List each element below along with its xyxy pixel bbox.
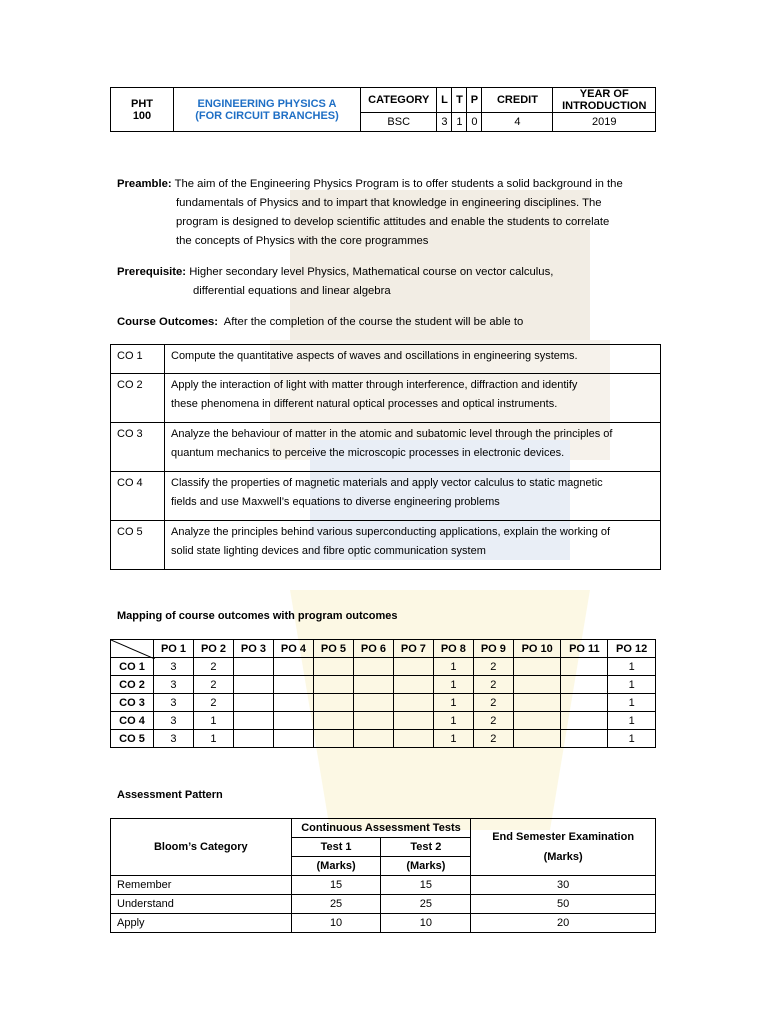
co-row: [111, 345, 661, 374]
t-value: 1: [452, 113, 467, 132]
po-header: PO 8: [433, 640, 473, 658]
co-text: Analyze the behaviour of matter in the atomic and subatomic level through the principles of quantum mechanics to perceive the microscopic processes in electronic devices.: [165, 423, 661, 472]
mapping-cell: 1: [608, 730, 656, 748]
mapping-cell: 3: [154, 694, 194, 712]
mapping-cell: [313, 730, 353, 748]
mapping-cell: [561, 694, 608, 712]
prerequisite-line-1: Higher secondary level Physics, Mathematical course on vector calculus,: [189, 266, 554, 278]
mapping-co-label: CO 2: [111, 676, 154, 694]
assessment-row: [111, 895, 656, 914]
preamble-label: Preamble:: [117, 178, 172, 190]
mapping-cell: [313, 712, 353, 730]
mapping-cell: [353, 712, 393, 730]
test2-marks: 15: [381, 876, 471, 895]
po-header: PO 4: [273, 640, 313, 658]
mapping-cell: [273, 658, 313, 676]
mapping-cell: 1: [433, 694, 473, 712]
p-header: P: [467, 88, 482, 113]
po-header: PO 3: [233, 640, 273, 658]
mapping-cell: 1: [433, 658, 473, 676]
co-id: CO 1: [111, 345, 165, 374]
mapping-cell: 2: [193, 676, 233, 694]
mapping-cell: [273, 694, 313, 712]
mapping-cell: 1: [608, 658, 656, 676]
assessment-row: [111, 914, 656, 933]
mapping-cell: [353, 694, 393, 712]
mapping-cell: 3: [154, 658, 194, 676]
category-value: BSC: [361, 113, 437, 132]
ese-header: End Semester Examination (Marks): [471, 819, 656, 876]
assessment-title: Assessment Pattern: [117, 789, 223, 801]
po-header: PO 1: [154, 640, 194, 658]
credit-header: CREDIT: [482, 88, 553, 113]
co-text: Apply the interaction of light with matter through interference, diffraction and identify these phenomena in different natural optical processes and optical instruments.: [165, 374, 661, 423]
mapping-cell: [561, 658, 608, 676]
co-id: CO 4: [111, 472, 165, 521]
mapping-cell: [393, 730, 433, 748]
mapping-cell: [233, 676, 273, 694]
ese-marks: 20: [471, 914, 656, 933]
preamble-line-1: The aim of the Engineering Physics Program is to offer students a solid background in the: [174, 178, 623, 190]
mapping-cell: [513, 658, 561, 676]
year-value: 2019: [553, 113, 656, 132]
preamble-section: [117, 175, 657, 251]
test2-unit: (Marks): [381, 857, 471, 876]
mapping-row: [111, 676, 656, 694]
l-header: L: [437, 88, 452, 113]
po-header: PO 10: [513, 640, 561, 658]
co-text: Analyze the principles behind various superconducting applications, explain the working of solid state lighting devices and fibre optic communication system: [165, 521, 661, 570]
mapping-cell: 1: [433, 730, 473, 748]
po-header: PO 9: [473, 640, 513, 658]
mapping-cell: [233, 694, 273, 712]
test2-marks: 25: [381, 895, 471, 914]
test2-marks: 10: [381, 914, 471, 933]
mapping-cell: [561, 712, 608, 730]
course-outcomes-intro: [117, 313, 657, 332]
co-row: [111, 423, 661, 472]
mapping-cell: [393, 712, 433, 730]
p-value: 0: [467, 113, 482, 132]
mapping-cell: [513, 712, 561, 730]
mapping-cell: [313, 694, 353, 712]
t-header: T: [452, 88, 467, 113]
mapping-cell: 1: [608, 712, 656, 730]
mapping-cell: 3: [154, 730, 194, 748]
course-code: PHT 100: [111, 88, 174, 132]
mapping-cell: 2: [473, 730, 513, 748]
test1-marks: 10: [291, 914, 381, 933]
mapping-cell: [393, 676, 433, 694]
mapping-cell: [233, 712, 273, 730]
mapping-cell: 2: [473, 676, 513, 694]
mapping-cell: 1: [193, 712, 233, 730]
mapping-co-label: CO 1: [111, 658, 154, 676]
bloom-category: Remember: [111, 876, 292, 895]
course-outcomes-label: Course Outcomes:: [117, 316, 219, 328]
mapping-cell: [353, 676, 393, 694]
co-row: [111, 521, 661, 570]
course-header-table: [110, 87, 656, 132]
mapping-cell: 1: [193, 730, 233, 748]
mapping-co-label: CO 3: [111, 694, 154, 712]
mapping-co-label: CO 4: [111, 712, 154, 730]
mapping-row: [111, 658, 656, 676]
mapping-cell: [513, 676, 561, 694]
preamble-line-3: program is designed to develop scientific attitudes and enable the students to correlate: [176, 216, 610, 228]
co-id: CO 5: [111, 521, 165, 570]
mapping-cell: 1: [608, 676, 656, 694]
mapping-cell: [233, 658, 273, 676]
mapping-cell: 1: [608, 694, 656, 712]
mapping-cell: [273, 676, 313, 694]
prerequisite-section: [117, 263, 657, 301]
mapping-cell: [393, 694, 433, 712]
mapping-cell: 3: [154, 676, 194, 694]
diagonal-line-icon: [111, 640, 155, 659]
mapping-cell: 3: [154, 712, 194, 730]
co-row: [111, 374, 661, 423]
course-title: ENGINEERING PHYSICS A (FOR CIRCUIT BRANCHES): [174, 88, 361, 132]
prerequisite-line-2: differential equations and linear algebra: [193, 285, 391, 297]
mapping-row: [111, 712, 656, 730]
mapping-co-label: CO 5: [111, 730, 154, 748]
mapping-cell: [513, 730, 561, 748]
year-header: YEAR OF INTRODUCTION: [553, 88, 656, 113]
mapping-cell: [561, 730, 608, 748]
assessment-pattern-table: [110, 818, 656, 933]
po-header: PO 12: [608, 640, 656, 658]
bloom-category: Understand: [111, 895, 292, 914]
bloom-category-header: Bloom’s Category: [111, 819, 292, 876]
cat-header: Continuous Assessment Tests: [291, 819, 471, 838]
ese-marks: 50: [471, 895, 656, 914]
test1-unit: (Marks): [291, 857, 381, 876]
preamble-line-2: fundamentals of Physics and to impart that knowledge in engineering disciplines. The: [176, 197, 602, 209]
mapping-cell: [353, 730, 393, 748]
prerequisite-label: Prerequisite:: [117, 266, 187, 278]
mapping-cell: [561, 676, 608, 694]
mapping-cell: 2: [473, 658, 513, 676]
po-header: PO 6: [353, 640, 393, 658]
test2-header: Test 2: [381, 838, 471, 857]
po-header: PO 2: [193, 640, 233, 658]
co-po-mapping-table: [110, 639, 656, 748]
mapping-cell: 1: [433, 712, 473, 730]
mapping-cell: 2: [193, 658, 233, 676]
co-id: CO 2: [111, 374, 165, 423]
po-header: PO 7: [393, 640, 433, 658]
mapping-row: [111, 730, 656, 748]
category-header: CATEGORY: [361, 88, 437, 113]
test1-header: Test 1: [291, 838, 381, 857]
course-outcomes-intro-text: After the completion of the course the student will be able to: [223, 316, 524, 328]
mapping-cell: [273, 712, 313, 730]
mapping-cell: [353, 658, 393, 676]
mapping-cell: 2: [193, 694, 233, 712]
preamble-line-4: the concepts of Physics with the core programmes: [176, 235, 429, 247]
assessment-row: [111, 876, 656, 895]
mapping-cell: 2: [473, 694, 513, 712]
co-text: Classify the properties of magnetic materials and apply vector calculus to static magnetic fields and use Maxwell’s equations to diverse engineering problems: [165, 472, 661, 521]
mapping-row: [111, 694, 656, 712]
course-outcomes-table: [110, 344, 661, 570]
credit-value: 4: [482, 113, 553, 132]
mapping-cell: 2: [473, 712, 513, 730]
mapping-cell: [233, 730, 273, 748]
co-id: CO 3: [111, 423, 165, 472]
test1-marks: 25: [291, 895, 381, 914]
mapping-cell: [393, 658, 433, 676]
mapping-cell: [273, 730, 313, 748]
table-corner-cell: [111, 640, 154, 658]
po-header: PO 5: [313, 640, 353, 658]
bloom-category: Apply: [111, 914, 292, 933]
co-row: [111, 472, 661, 521]
mapping-cell: [513, 694, 561, 712]
l-value: 3: [437, 113, 452, 132]
ese-marks: 30: [471, 876, 656, 895]
test1-marks: 15: [291, 876, 381, 895]
mapping-cell: 1: [433, 676, 473, 694]
mapping-cell: [313, 676, 353, 694]
mapping-cell: [313, 658, 353, 676]
mapping-title: Mapping of course outcomes with program outcomes: [117, 610, 398, 622]
co-text: Compute the quantitative aspects of waves and oscillations in engineering systems.: [165, 345, 661, 374]
po-header: PO 11: [561, 640, 608, 658]
